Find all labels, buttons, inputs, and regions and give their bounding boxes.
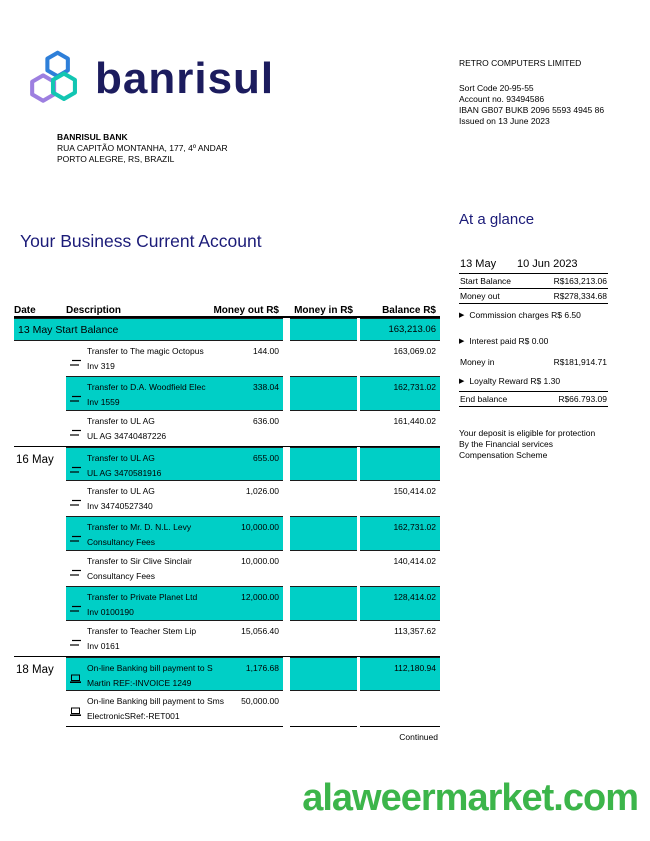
transaction-line1 xyxy=(87,346,283,356)
bank-name: BANRISUL BANK xyxy=(57,132,128,142)
transfer-icon-wrap xyxy=(69,424,83,442)
glance-money-out xyxy=(459,289,608,304)
transaction-money-out: 12,000.00 xyxy=(241,592,279,602)
transaction-description: Transfer to Mr. D. N.L. Levy xyxy=(87,522,192,532)
transaction-balance: 163,069.02 xyxy=(393,346,436,356)
loyalty-text: Loyalty Reward R$ 1.30 xyxy=(469,376,561,386)
transaction-money-out: 50,000.00 xyxy=(241,696,279,706)
transaction-main-cell xyxy=(66,551,283,586)
transaction-line1 xyxy=(87,486,283,496)
period-end: 10 Jun 2023 xyxy=(517,258,578,270)
transaction-money-out: 10,000.00 xyxy=(241,556,279,566)
transaction-lines xyxy=(87,587,283,617)
transaction-reference: Inv 0161 xyxy=(87,641,120,651)
footer-gap xyxy=(283,726,290,727)
table-row xyxy=(14,621,440,656)
transaction-balance: 162,731.02 xyxy=(360,516,440,551)
transaction-date xyxy=(14,411,66,446)
table-row xyxy=(14,691,440,726)
transaction-money-out: 338.04 xyxy=(253,382,279,392)
transaction-balance: 161,440.02 xyxy=(393,416,436,426)
transaction-money-in xyxy=(290,341,357,376)
transaction-balance: 163,213.06 xyxy=(360,318,440,341)
end-balance-label: End balance xyxy=(460,394,508,404)
transaction-main-cell xyxy=(66,376,283,411)
money-out-label: Money out xyxy=(460,291,500,301)
transaction-date xyxy=(14,376,66,411)
start-balance-cell: 13 May Start Balance xyxy=(14,318,283,341)
transaction-line1 xyxy=(87,696,283,706)
transaction-balance: 112,180.94 xyxy=(360,657,440,691)
table-row xyxy=(14,656,440,691)
transaction-lines xyxy=(87,691,283,721)
glance-interest xyxy=(459,334,608,348)
transaction-main-cell xyxy=(66,691,283,726)
table-header-row xyxy=(14,302,440,318)
header-description-moneyout xyxy=(66,305,283,316)
laptop-icon-wrap xyxy=(69,704,83,722)
transaction-description: On-line Banking bill payment to S xyxy=(87,663,213,673)
glance-period xyxy=(459,257,608,274)
table-row xyxy=(14,586,440,621)
transaction-money-out: 655.00 xyxy=(253,453,279,463)
transaction-description: Transfer to The magic Octopus xyxy=(87,346,204,356)
column-gap xyxy=(283,318,290,341)
column-gap xyxy=(283,657,290,691)
footer-rule xyxy=(290,726,357,727)
transaction-money-in xyxy=(290,318,357,341)
column-gap xyxy=(283,341,290,376)
page-title: Your Business Current Account xyxy=(20,231,262,251)
transaction-money-out: 1,026.00 xyxy=(245,486,279,496)
glance-commission xyxy=(459,308,608,322)
transaction-line1 xyxy=(87,382,283,392)
transfer-icon xyxy=(69,466,82,474)
end-balance-value: R$66.793.09 xyxy=(558,394,607,404)
transaction-reference: UL AG 3470581916 xyxy=(87,468,162,478)
transaction-money-in xyxy=(290,586,357,621)
table-row xyxy=(14,446,440,481)
column-gap xyxy=(283,691,290,726)
transaction-description: Transfer to D.A. Woodfield Elec xyxy=(87,382,206,392)
bank-address xyxy=(57,132,228,165)
transaction-money-out: 15,056.40 xyxy=(241,626,279,636)
transaction-reference: Inv 1559 xyxy=(87,397,120,407)
transaction-date xyxy=(14,691,66,726)
transfer-icon xyxy=(69,429,82,437)
transaction-date xyxy=(14,621,66,656)
transfer-icon-wrap xyxy=(69,634,83,652)
transaction-money-in xyxy=(290,551,357,586)
transaction-reference: ElectronicSRef:-RET001 xyxy=(87,711,180,721)
table-row xyxy=(14,376,440,411)
transaction-description: On-line Banking bill payment to Sms xyxy=(87,696,225,706)
transaction-reference: Martin REF:-INVOICE 1249 xyxy=(87,678,192,688)
column-gap xyxy=(283,586,290,621)
transaction-description: Transfer to UL AG xyxy=(87,453,155,463)
sort-code: Sort Code 20-95-55 xyxy=(459,83,534,93)
header-money-in: Money in R$ xyxy=(294,305,353,316)
transaction-line1 xyxy=(87,663,283,673)
header-date: Date xyxy=(14,305,36,316)
header-description: Description xyxy=(66,305,122,316)
transaction-balance: 140,414.02 xyxy=(393,556,436,566)
column-gap xyxy=(283,447,290,481)
glance-loyalty xyxy=(459,374,608,388)
transaction-date xyxy=(14,586,66,621)
transaction-reference: Inv 319 xyxy=(87,361,115,371)
start-balance-label: Start Balance xyxy=(460,276,512,286)
transaction-main-cell xyxy=(66,447,283,481)
online-banking-icon xyxy=(69,707,82,717)
transfer-icon xyxy=(69,535,82,543)
column-gap xyxy=(283,621,290,656)
transaction-money-in xyxy=(290,657,357,691)
header-balance: Balance R$ xyxy=(382,305,436,316)
transaction-money-in xyxy=(290,481,357,516)
transfer-icon-wrap xyxy=(69,564,83,582)
laptop-icon-wrap xyxy=(69,671,83,689)
transfer-icon xyxy=(69,395,82,403)
account-number: Account no. 93494586 xyxy=(459,94,545,104)
transaction-lines xyxy=(87,517,283,547)
column-gap xyxy=(283,411,290,446)
transfer-icon-wrap xyxy=(69,600,83,618)
transaction-date xyxy=(14,481,66,516)
column-gap xyxy=(283,481,290,516)
transaction-reference: Inv 0100190 xyxy=(87,607,134,617)
transaction-balance: 128,414.02 xyxy=(360,586,440,621)
transaction-money-in xyxy=(290,447,357,481)
transfer-icon xyxy=(69,605,82,613)
bank-logo xyxy=(25,50,274,108)
transaction-main-cell xyxy=(66,481,283,516)
transaction-date xyxy=(14,341,66,376)
transaction-money-in xyxy=(290,411,357,446)
money-out-value: R$278,334.68 xyxy=(553,291,607,301)
commission-text: Commission charges R$ 6.50 xyxy=(469,310,581,320)
period-start: 13 May xyxy=(460,258,497,270)
transaction-line1 xyxy=(87,626,283,636)
deposit-protection-note xyxy=(459,428,608,461)
transaction-description: Transfer to UL AG xyxy=(87,416,155,426)
transaction-money-out: 10,000.00 xyxy=(241,522,279,532)
transaction-line1 xyxy=(87,453,283,463)
transfer-icon xyxy=(69,639,82,647)
transaction-money-in xyxy=(290,621,357,656)
table-row xyxy=(14,341,440,376)
transaction-money-in xyxy=(290,691,357,726)
transaction-balance: 162,731.02 xyxy=(360,376,440,411)
transaction-balance xyxy=(360,691,440,726)
transaction-lines xyxy=(87,341,283,371)
transaction-money-in xyxy=(290,376,357,411)
transaction-description: Transfer to Teacher Stem Lip xyxy=(87,626,197,636)
transaction-line1 xyxy=(87,592,283,602)
table-row xyxy=(14,516,440,551)
bank-address-line2: PORTO ALEGRE, RS, BRAZIL xyxy=(57,154,175,164)
protection-note-line: Compensation Scheme xyxy=(459,450,548,460)
transactions-table xyxy=(14,302,440,742)
transaction-main-cell xyxy=(66,621,283,656)
column-gap xyxy=(283,376,290,411)
transaction-main-cell xyxy=(66,516,283,551)
transaction-balance xyxy=(360,447,440,481)
protection-note-line: Your deposit is eligible for protection xyxy=(459,428,596,438)
transfer-icon-wrap xyxy=(69,494,83,512)
online-banking-icon xyxy=(69,674,82,684)
bullet-triangle-icon: ▶ xyxy=(459,338,465,345)
transaction-date: 18 May xyxy=(16,664,54,676)
table-row xyxy=(14,411,440,446)
column-gap xyxy=(283,516,290,551)
money-in-label: Money in xyxy=(460,357,495,367)
transaction-description: Transfer to Private Planet Ltd xyxy=(87,592,198,602)
glance-start-balance xyxy=(459,274,608,289)
glance-end-balance xyxy=(459,391,608,407)
transaction-money-in xyxy=(290,516,357,551)
transaction-balance: 150,414.02 xyxy=(393,486,436,496)
table-row xyxy=(14,318,440,341)
footer-rule xyxy=(360,726,440,727)
transaction-money-out: 144.00 xyxy=(253,346,279,356)
footer-gap xyxy=(14,726,66,727)
iban: IBAN GB07 BUKB 2096 5593 4945 86 xyxy=(459,105,605,115)
transfer-icon xyxy=(69,569,82,577)
transaction-lines xyxy=(87,411,283,441)
watermark: alaweermarket.com xyxy=(302,777,638,819)
company-name: RETRO COMPUTERS LIMITED xyxy=(459,58,582,68)
transaction-lines xyxy=(87,481,283,511)
transaction-line1 xyxy=(87,522,283,532)
transaction-line1 xyxy=(87,556,283,566)
issued-date: Issued on 13 June 2023 xyxy=(459,116,550,126)
glance-money-in xyxy=(459,355,608,369)
interest-text: Interest paid R$ 0.00 xyxy=(469,336,549,346)
table-row xyxy=(14,551,440,586)
table-row xyxy=(14,481,440,516)
transaction-lines xyxy=(87,658,283,688)
transaction-main-cell xyxy=(66,657,283,691)
transaction-date: 16 May xyxy=(16,454,54,466)
transaction-main-cell xyxy=(66,586,283,621)
transaction-date xyxy=(14,551,66,586)
logo-wordmark: banrisul xyxy=(95,54,275,103)
transaction-reference: UL AG 34740487226 xyxy=(87,431,167,441)
table-footer-rules xyxy=(14,726,440,727)
transaction-main-cell xyxy=(66,411,283,446)
money-in-value: R$181,914.71 xyxy=(553,357,607,367)
footer-rule xyxy=(66,726,283,727)
protection-note-line: By the Financial services xyxy=(459,439,554,449)
bullet-triangle-icon: ▶ xyxy=(459,378,465,385)
account-holder-info xyxy=(459,58,604,127)
transaction-reference: Inv 34740527340 xyxy=(87,501,153,511)
transfer-icon xyxy=(69,499,82,507)
logo-hexagons-icon xyxy=(25,50,83,108)
transaction-main-cell xyxy=(66,341,283,376)
transaction-lines xyxy=(87,551,283,581)
at-a-glance-heading: At a glance xyxy=(459,211,535,228)
continued-label: Continued xyxy=(399,732,438,742)
transfer-icon-wrap xyxy=(69,461,83,479)
transaction-description: Transfer to UL AG xyxy=(87,486,155,496)
bullet-triangle-icon: ▶ xyxy=(459,312,465,319)
transaction-reference: Consultancy Fees xyxy=(87,537,156,547)
transaction-lines xyxy=(87,621,283,651)
header-money-out: Money out R$ xyxy=(213,305,279,316)
transaction-lines xyxy=(87,377,283,407)
transfer-icon xyxy=(69,359,82,367)
column-gap xyxy=(283,551,290,586)
transaction-line1 xyxy=(87,416,283,426)
transaction-balance: 113,357.62 xyxy=(394,626,436,636)
start-balance-value: R$163,213.06 xyxy=(553,276,607,286)
transaction-lines xyxy=(87,448,283,478)
transfer-icon-wrap xyxy=(69,354,83,372)
transaction-description: Transfer to Sir Clive Sinclair xyxy=(87,556,193,566)
transaction-money-out: 1,176.68 xyxy=(245,663,279,673)
transaction-date xyxy=(14,516,66,551)
bank-address-line1: RUA CAPITÃO MONTANHA, 177, 4º ANDAR xyxy=(57,143,228,153)
transfer-icon-wrap xyxy=(69,390,83,408)
transaction-money-out: 636.00 xyxy=(253,416,279,426)
transfer-icon-wrap xyxy=(69,530,83,548)
transaction-reference: Consultancy Fees xyxy=(87,571,156,581)
at-a-glance-panel xyxy=(459,211,608,461)
